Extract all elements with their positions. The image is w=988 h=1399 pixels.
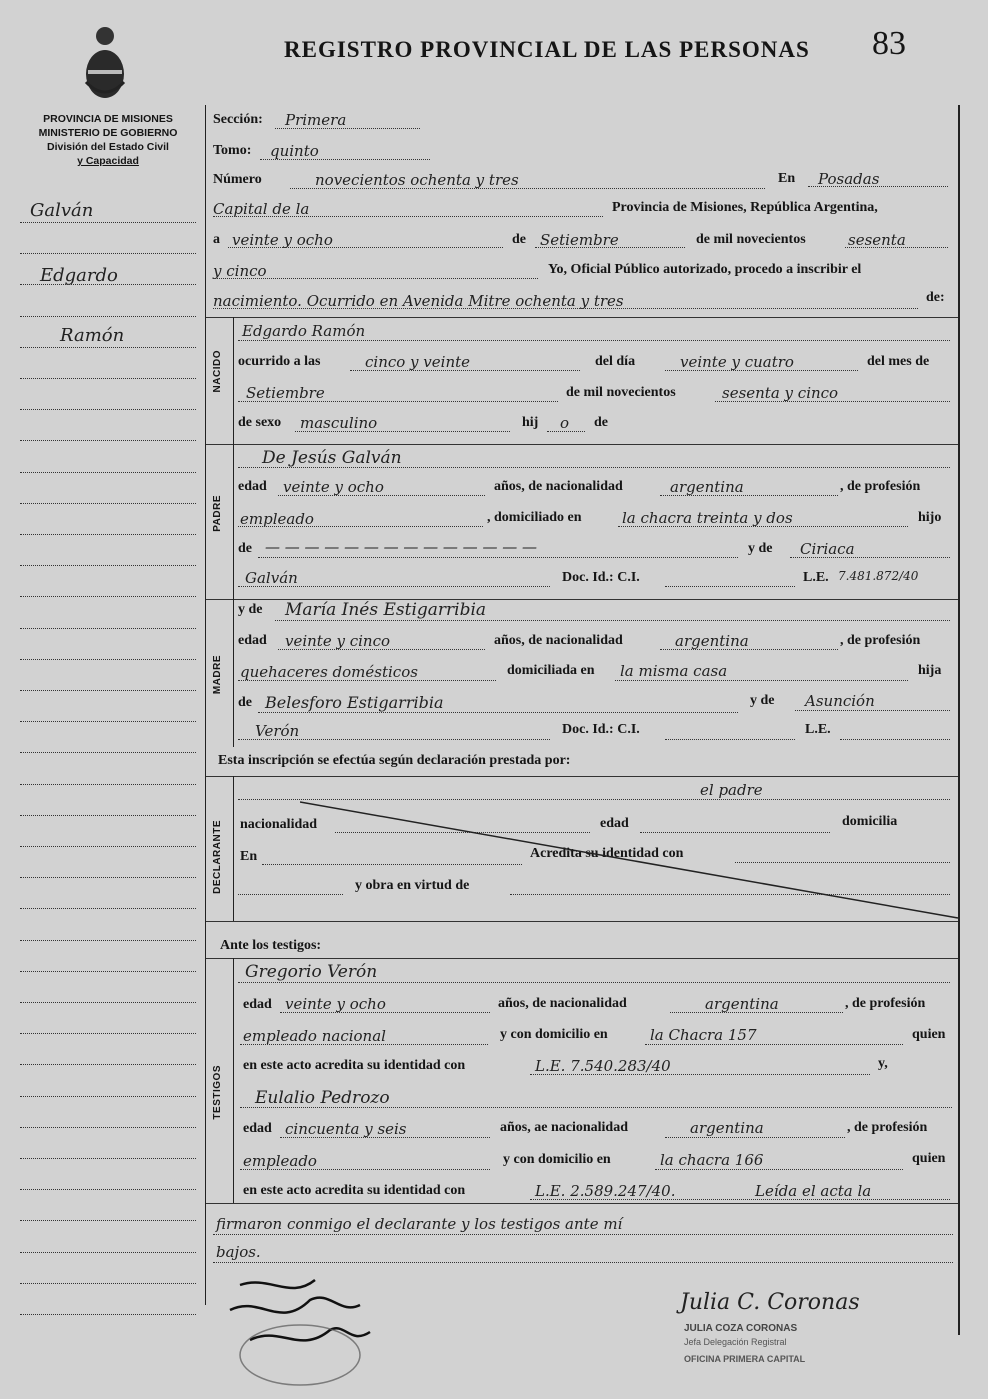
margin-line	[20, 721, 196, 722]
margin-line	[20, 971, 196, 972]
label-domiciliado: , domiciliado en	[487, 510, 582, 525]
label-de-colon: de:	[926, 290, 945, 305]
padre-padre-value: — — — — — — — — — — — — — —	[265, 538, 537, 556]
label-hij: hij	[522, 415, 539, 430]
mes-nac-value: Setiembre	[246, 384, 325, 402]
numero-value: novecientos ochenta y tres	[315, 171, 519, 189]
label-le2: L.E.	[805, 722, 831, 737]
dots	[808, 186, 948, 187]
form-left-border	[205, 105, 206, 1305]
margin-line	[20, 1002, 196, 1003]
dots	[238, 739, 550, 740]
margin-second-name: Ramón	[60, 325, 125, 346]
dots	[213, 216, 603, 217]
dots	[665, 739, 795, 740]
margin-line	[20, 659, 196, 660]
margin-line	[20, 1064, 196, 1065]
label-provincia: Provincia de Misiones, República Argentina,	[612, 200, 878, 215]
margin-line	[20, 253, 196, 254]
t2-edad-value: cincuenta y seis	[285, 1120, 407, 1138]
margin-line	[20, 222, 196, 223]
dots	[238, 586, 550, 587]
madre-prof-value: quehaceres domésticos	[240, 663, 418, 681]
t1-edad-value: veinte y ocho	[285, 995, 386, 1013]
section-left-line	[233, 599, 234, 747]
section-divider	[206, 776, 958, 777]
label-y-comma: y,	[878, 1056, 888, 1071]
margin-line	[20, 877, 196, 878]
dots	[275, 620, 950, 621]
label-doc-id2: Doc. Id.: C.I.	[562, 722, 640, 737]
label-seccion: Sección:	[213, 112, 263, 127]
padre-edad-value: veinte y ocho	[283, 478, 384, 496]
margin-line	[20, 1220, 196, 1221]
acto-value: nacimiento. Ocurrido en Avenida Mitre ochenta y tres	[213, 292, 624, 310]
margin-line	[20, 565, 196, 566]
hij-suffix-value: o	[560, 414, 570, 432]
label-acto2: en este acto acredita su identidad con	[243, 1183, 466, 1198]
label-con-dom2: y con domicilio en	[503, 1152, 611, 1167]
label-del-mes: del mes de	[867, 354, 930, 369]
label-edad3: edad	[600, 816, 629, 831]
dots	[213, 308, 918, 309]
madre-madre2-value: Verón	[255, 722, 300, 740]
stamp-name: JULIA COZA CORONAS	[684, 1323, 798, 1334]
label-inscripcion: Esta inscripción se efectúa según declaración prestada por:	[218, 753, 571, 768]
side-label-madre: MADRE	[212, 655, 223, 695]
label-yo: Yo, Oficial Público autorizado, procedo a inscribir el	[548, 262, 862, 277]
dots	[278, 495, 485, 496]
dots	[228, 247, 503, 248]
margin-line	[20, 409, 196, 410]
dots	[213, 1234, 953, 1235]
margin-line	[20, 628, 196, 629]
dots	[618, 526, 908, 527]
t1-nombre-value: Gregorio Verón	[245, 962, 378, 982]
dots	[665, 586, 795, 587]
form-right-border	[958, 105, 960, 1335]
label-y-de2: y de	[238, 602, 263, 617]
seccion-value: Primera	[285, 111, 347, 129]
label-acto: en este acto acredita su identidad con	[243, 1058, 466, 1073]
margin-line	[20, 1127, 196, 1128]
padre-nac-value: argentina	[670, 478, 744, 496]
t2-nombre-value: Eulalio Pedrozo	[255, 1088, 390, 1108]
label-en: En	[778, 171, 796, 186]
label-de: de	[512, 232, 526, 247]
dots	[240, 1169, 490, 1170]
madre-edad-value: veinte y cinco	[285, 632, 391, 650]
margin-line	[20, 596, 196, 597]
closing-line-3: bajos.	[216, 1243, 261, 1261]
margin-line	[20, 347, 196, 348]
label-edad4: edad	[243, 997, 272, 1012]
label-obra: y obra en virtud de	[355, 878, 470, 893]
dots	[660, 649, 838, 650]
margin-line	[20, 378, 196, 379]
dots	[258, 712, 738, 713]
ciudad-value: Posadas	[818, 170, 880, 188]
dots	[530, 1074, 870, 1075]
padre-prof-value: empleado	[240, 510, 314, 528]
label-y-de3: y de	[750, 693, 775, 708]
t2-nac-value: argentina	[690, 1119, 764, 1137]
section-left-line	[233, 317, 234, 444]
margin-line	[20, 1283, 196, 1284]
margin-line	[20, 846, 196, 847]
dots	[670, 1012, 843, 1013]
margin-line	[20, 908, 196, 909]
dia-nac-value: veinte y cuatro	[680, 353, 794, 371]
anio-nac-value: sesenta y cinco	[722, 384, 839, 402]
dots	[238, 401, 558, 402]
margin-line	[20, 440, 196, 441]
margin-line	[20, 784, 196, 785]
anio-value: sesenta	[848, 231, 906, 249]
label-del-dia: del día	[595, 354, 636, 369]
dots	[840, 739, 950, 740]
section-left-line	[233, 776, 234, 921]
label-quien: quien	[912, 1027, 946, 1042]
label-edad: edad	[238, 479, 267, 494]
label-quien2: quien	[912, 1151, 946, 1166]
stamp-title: Jefa Delegación Registral	[684, 1337, 787, 1347]
label-edad5: edad	[243, 1121, 272, 1136]
side-label-declarante: DECLARANTE	[212, 820, 223, 894]
strike-through-line	[300, 800, 960, 920]
document-title: REGISTRO PROVINCIAL DE LAS PERSONAS	[284, 37, 810, 62]
dots	[258, 557, 738, 558]
dots	[655, 1169, 903, 1170]
dots	[238, 982, 950, 983]
side-label-padre: PADRE	[212, 495, 223, 532]
label-de-prof4: , de profesión	[847, 1120, 928, 1135]
section-left-line	[233, 444, 234, 599]
t2-prof-value: empleado	[243, 1152, 317, 1170]
margin-line	[20, 1033, 196, 1034]
padre-madre2-value: Galván	[245, 569, 298, 587]
label-hija: hija	[918, 663, 942, 678]
page-number: 83	[872, 25, 906, 62]
dots	[275, 128, 420, 129]
margin-line	[20, 940, 196, 941]
padre-nombre-value: De Jesús Galván	[262, 448, 402, 468]
label-ocurrido: ocurrido a las	[238, 354, 321, 369]
madre-nac-value: argentina	[675, 632, 749, 650]
margin-line	[20, 284, 196, 285]
label-de-prof3: , de profesión	[845, 996, 926, 1011]
dots	[280, 1012, 490, 1013]
t1-doc-value: L.E. 7.540.283/40	[535, 1057, 671, 1075]
t2-doc-value: L.E. 2.589.247/40.	[535, 1182, 676, 1200]
dots	[238, 680, 496, 681]
nacido-nombre-value: Edgardo Ramón	[242, 322, 366, 340]
anio2-value: y cinco	[213, 262, 267, 280]
province-line: PROVINCIA DE MISIONES	[43, 113, 173, 125]
dots	[530, 1199, 950, 1200]
t1-dom-value: la Chacra 157	[650, 1026, 757, 1044]
margin-first-name: Edgardo	[40, 265, 118, 286]
closing-line-1: Leída el acta la	[755, 1182, 872, 1200]
margin-line	[20, 690, 196, 691]
madre-nombre-value: María Inés Estigarribia	[285, 600, 487, 620]
label-anos-nac: años, de nacionalidad	[494, 479, 623, 494]
label-le: L.E.	[803, 570, 829, 585]
section-divider	[206, 921, 958, 922]
label-anos-nac3: años, de nacionalidad	[498, 996, 627, 1011]
margin-line	[20, 503, 196, 504]
label-de-prof2: , de profesión	[840, 633, 921, 648]
label-hijo: hijo	[918, 510, 942, 525]
t1-nac-value: argentina	[705, 995, 779, 1013]
t1-prof-value: empleado nacional	[243, 1027, 386, 1045]
stamp-place: OFICINA PRIMERA CAPITAL	[684, 1354, 806, 1364]
label-domiciliada: domiciliada en	[507, 663, 595, 678]
dots	[665, 1137, 845, 1138]
coat-of-arms-icon	[80, 22, 130, 104]
label-numero: Número	[213, 172, 262, 187]
padre-le-value: 7.481.872/40	[838, 569, 919, 583]
dots	[845, 247, 948, 248]
margin-line	[20, 1189, 196, 1190]
dots	[240, 1107, 952, 1108]
label-doc-id: Doc. Id.: C.I.	[562, 570, 640, 585]
witness-signatures	[210, 1270, 390, 1390]
label-sexo: de sexo	[238, 415, 282, 430]
side-label-testigos: TESTIGOS	[212, 1065, 223, 1120]
margin-line	[20, 1314, 196, 1315]
section-divider	[206, 958, 958, 959]
margin-line	[20, 534, 196, 535]
mes-value: Setiembre	[540, 231, 619, 249]
hora-value: cinco y veinte	[365, 353, 471, 371]
label-anos-nac4: años, ae nacionalidad	[500, 1120, 628, 1135]
dots	[715, 401, 950, 402]
label-de2: de	[594, 415, 608, 430]
madre-padre-value: Belesforo Estigarribia	[265, 693, 444, 712]
dots	[260, 159, 430, 160]
dots	[535, 247, 685, 248]
madre-dom-value: la misma casa	[620, 662, 728, 680]
label-nacionalidad: nacionalidad	[240, 817, 318, 832]
dots	[295, 431, 510, 432]
section-divider	[206, 1203, 958, 1204]
label-edad2: edad	[238, 633, 267, 648]
dots	[660, 495, 838, 496]
dots	[790, 557, 950, 558]
label-acredita: Acredita su identidad con	[530, 846, 684, 861]
dots	[238, 467, 950, 468]
margin-line	[20, 1158, 196, 1159]
margin-line	[20, 472, 196, 473]
padre-madre-value: Ciriaca	[800, 540, 855, 558]
dots	[665, 370, 858, 371]
margin-line	[20, 316, 196, 317]
side-label-nacido: NACIDO	[212, 350, 223, 393]
margin-line	[20, 752, 196, 753]
province-line: MINISTERIO DE GOBIERNO	[38, 127, 178, 139]
margin-line	[20, 1096, 196, 1097]
label-de-prof: , de profesión	[840, 479, 921, 494]
capital-value: Capital de la	[213, 200, 310, 218]
official-signature: Julia C. Coronas	[680, 1290, 860, 1315]
declarante-value: el padre	[700, 781, 763, 799]
label-anos-nac2: años, de nacionalidad	[494, 633, 623, 648]
dots	[547, 431, 585, 432]
t2-dom-value: la chacra 166	[660, 1151, 764, 1169]
dots	[213, 1262, 953, 1263]
label-y-de: y de	[748, 541, 773, 556]
label-de-mil: de mil novecientos	[566, 385, 676, 400]
tomo-value: quinto	[270, 142, 319, 160]
dots	[290, 188, 765, 189]
closing-line-2: firmaron conmigo el declarante y los testigos ante mí	[216, 1215, 623, 1233]
margin-line	[20, 1252, 196, 1253]
label-tomo: Tomo:	[213, 143, 252, 158]
label-mil-novecientos: de mil novecientos	[696, 232, 806, 247]
label-testigos: Ante los testigos:	[220, 938, 322, 953]
dots	[615, 680, 908, 681]
dots	[213, 278, 538, 279]
province-line: y Capacidad	[77, 155, 139, 167]
label-de4: de	[238, 695, 252, 710]
province-block	[18, 112, 198, 168]
label-de3: de	[238, 541, 252, 556]
section-divider	[206, 444, 958, 445]
dia-value: veinte y ocho	[232, 231, 333, 249]
label-a: a	[213, 232, 220, 247]
section-divider	[206, 317, 958, 318]
margin-line	[20, 815, 196, 816]
label-en2: En	[240, 849, 258, 864]
madre-madre-value: Asunción	[805, 692, 875, 710]
dots	[238, 340, 950, 341]
dots	[238, 526, 483, 527]
section-left-line	[233, 958, 234, 1203]
dots	[280, 1137, 490, 1138]
dots	[350, 370, 580, 371]
padre-dom-value: la chacra treinta y dos	[622, 509, 793, 527]
dots	[278, 649, 485, 650]
dots	[240, 1044, 488, 1045]
margin-surname: Galván	[30, 200, 94, 221]
sexo-value: masculino	[300, 414, 378, 432]
province-line: División del Estado Civil	[47, 141, 169, 153]
dots	[645, 1044, 903, 1045]
dots	[795, 710, 950, 711]
label-con-dom: y con domicilio en	[500, 1027, 608, 1042]
label-domicilia: domicilia	[842, 814, 898, 829]
